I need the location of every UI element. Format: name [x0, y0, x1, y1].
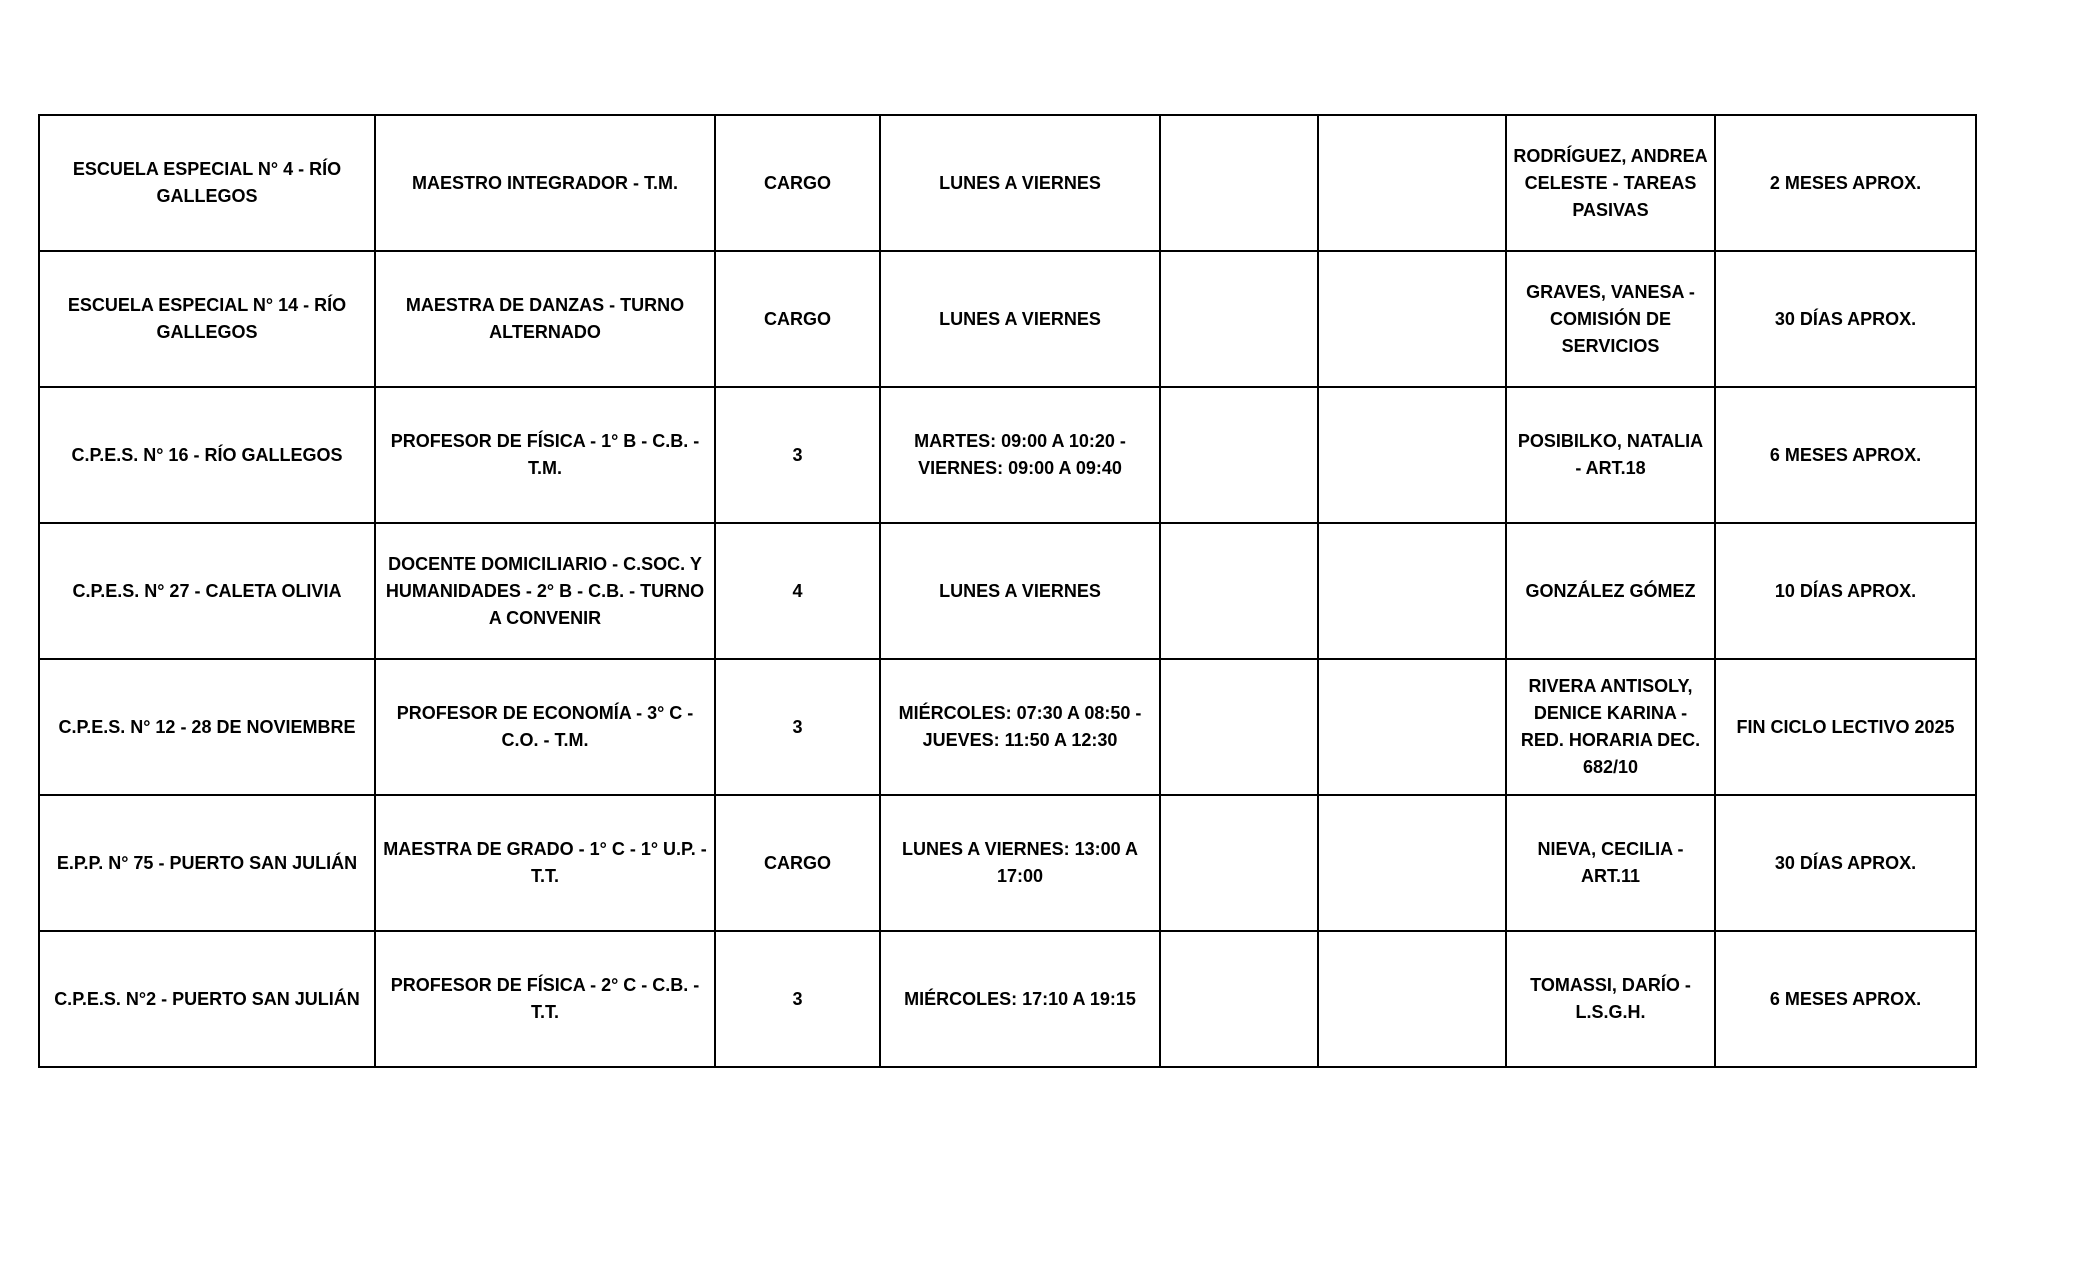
- table-row: [39, 931, 1976, 1067]
- vacancy-sheet: [38, 114, 1977, 1068]
- duration-cell: 6 MESES APROX.: [1715, 931, 1976, 1067]
- schedule-cell: LUNES A VIERNES: [880, 523, 1160, 659]
- position-cell: PROFESOR DE FÍSICA - 1° B - C.B. - T.M.: [375, 387, 715, 523]
- replaced-teacher-cell: RODRÍGUEZ, ANDREA CELESTE - TAREAS PASIVAS: [1506, 115, 1715, 251]
- table-row: [39, 659, 1976, 795]
- empty-cell: [1318, 251, 1506, 387]
- empty-cell: [1318, 115, 1506, 251]
- school-cell: C.P.E.S. N°2 - PUERTO SAN JULIÁN: [39, 931, 375, 1067]
- position-cell: PROFESOR DE FÍSICA - 2° C - C.B. - T.T.: [375, 931, 715, 1067]
- replaced-teacher-cell: GRAVES, VANESA - COMISIÓN DE SERVICIOS: [1506, 251, 1715, 387]
- empty-cell: [1318, 931, 1506, 1067]
- position-cell: DOCENTE DOMICILIARIO - C.SOC. Y HUMANIDADES - 2° B - C.B. - TURNO A CONVENIR: [375, 523, 715, 659]
- schedule-cell: LUNES A VIERNES: [880, 251, 1160, 387]
- school-cell: C.P.E.S. N° 27 - CALETA OLIVIA: [39, 523, 375, 659]
- schedule-cell: MARTES: 09:00 A 10:20 - VIERNES: 09:00 A 09:40: [880, 387, 1160, 523]
- vacancy-table: [38, 114, 1977, 1068]
- empty-cell: [1160, 931, 1318, 1067]
- schedule-cell: LUNES A VIERNES: [880, 115, 1160, 251]
- empty-cell: [1318, 523, 1506, 659]
- hours-cell: 3: [715, 659, 880, 795]
- empty-cell: [1160, 115, 1318, 251]
- empty-cell: [1160, 523, 1318, 659]
- empty-cell: [1160, 795, 1318, 931]
- replaced-teacher-cell: POSIBILKO, NATALIA - ART.18: [1506, 387, 1715, 523]
- school-cell: ESCUELA ESPECIAL N° 14 - RÍO GALLEGOS: [39, 251, 375, 387]
- position-cell: MAESTRO INTEGRADOR - T.M.: [375, 115, 715, 251]
- replaced-teacher-cell: NIEVA, CECILIA - ART.11: [1506, 795, 1715, 931]
- position-cell: MAESTRA DE DANZAS - TURNO ALTERNADO: [375, 251, 715, 387]
- table-row: [39, 115, 1976, 251]
- empty-cell: [1160, 659, 1318, 795]
- school-cell: ESCUELA ESPECIAL N° 4 - RÍO GALLEGOS: [39, 115, 375, 251]
- school-cell: C.P.E.S. N° 16 - RÍO GALLEGOS: [39, 387, 375, 523]
- hours-cell: 3: [715, 931, 880, 1067]
- duration-cell: 30 DÍAS APROX.: [1715, 251, 1976, 387]
- empty-cell: [1160, 387, 1318, 523]
- position-cell: PROFESOR DE ECONOMÍA - 3° C - C.O. - T.M.: [375, 659, 715, 795]
- replaced-teacher-cell: GONZÁLEZ GÓMEZ: [1506, 523, 1715, 659]
- duration-cell: 2 MESES APROX.: [1715, 115, 1976, 251]
- school-cell: C.P.E.S. N° 12 - 28 DE NOVIEMBRE: [39, 659, 375, 795]
- table-row: [39, 387, 1976, 523]
- replaced-teacher-cell: RIVERA ANTISOLY, DENICE KARINA - RED. HORARIA DEC. 682/10: [1506, 659, 1715, 795]
- empty-cell: [1318, 659, 1506, 795]
- hours-cell: 4: [715, 523, 880, 659]
- duration-cell: 30 DÍAS APROX.: [1715, 795, 1976, 931]
- vacancy-table-body: [39, 115, 1976, 1067]
- hours-cell: CARGO: [715, 251, 880, 387]
- empty-cell: [1318, 387, 1506, 523]
- duration-cell: 6 MESES APROX.: [1715, 387, 1976, 523]
- table-row: [39, 795, 1976, 931]
- duration-cell: FIN CICLO LECTIVO 2025: [1715, 659, 1976, 795]
- schedule-cell: LUNES A VIERNES: 13:00 A 17:00: [880, 795, 1160, 931]
- position-cell: MAESTRA DE GRADO - 1° C - 1° U.P. - T.T.: [375, 795, 715, 931]
- school-cell: E.P.P. N° 75 - PUERTO SAN JULIÁN: [39, 795, 375, 931]
- table-row: [39, 523, 1976, 659]
- empty-cell: [1160, 251, 1318, 387]
- hours-cell: 3: [715, 387, 880, 523]
- table-row: [39, 251, 1976, 387]
- schedule-cell: MIÉRCOLES: 17:10 A 19:15: [880, 931, 1160, 1067]
- hours-cell: CARGO: [715, 795, 880, 931]
- replaced-teacher-cell: TOMASSI, DARÍO - L.S.G.H.: [1506, 931, 1715, 1067]
- empty-cell: [1318, 795, 1506, 931]
- duration-cell: 10 DÍAS APROX.: [1715, 523, 1976, 659]
- hours-cell: CARGO: [715, 115, 880, 251]
- schedule-cell: MIÉRCOLES: 07:30 A 08:50 - JUEVES: 11:50 A 12:30: [880, 659, 1160, 795]
